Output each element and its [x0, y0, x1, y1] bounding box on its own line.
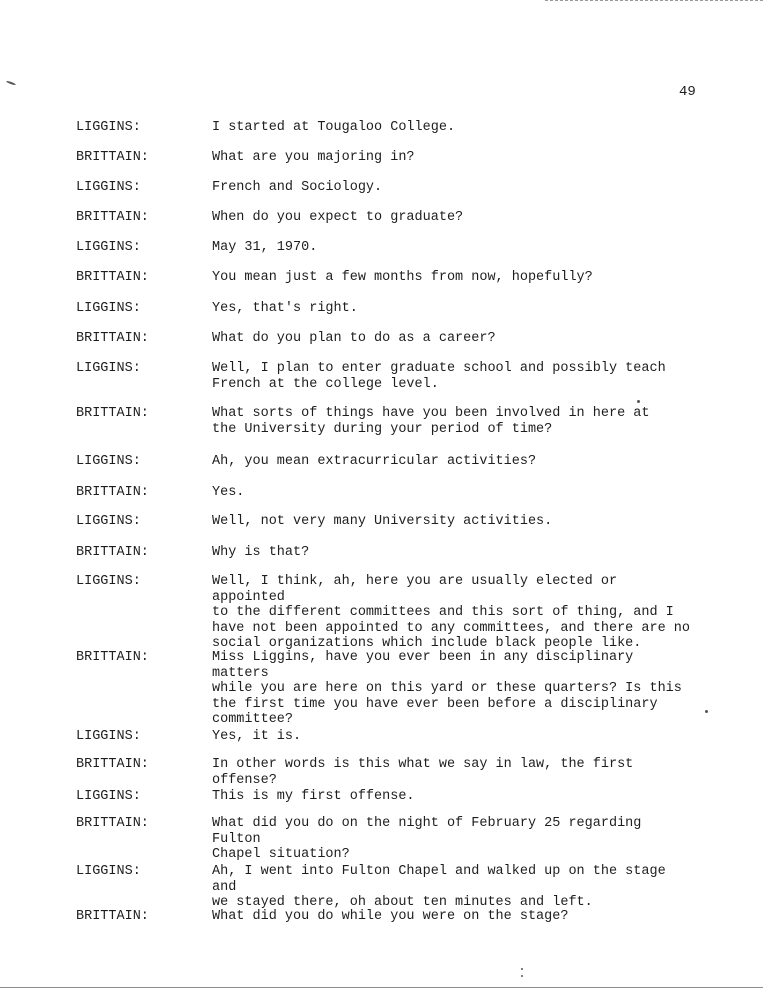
speaker-label: LIGGINS:	[76, 301, 141, 316]
speech-text: When do you expect to graduate?	[212, 210, 464, 225]
speech-text: What do you plan to do as a career?	[212, 331, 496, 346]
speech-text: Well, I plan to enter graduate school and possibly teach French at the college level.	[212, 361, 666, 392]
speaker-label: LIGGINS:	[76, 180, 141, 195]
speech-text: What did you do on the night of February 25 regarding Fulton Chapel situation?	[212, 816, 642, 862]
scan-speck	[6, 80, 16, 85]
speech-text: This is my first offense.	[212, 789, 415, 804]
speech-text: French and Sociology.	[212, 180, 383, 195]
speech-text: Miss Liggins, have you ever been in any disciplinary matters while you are here on this yard or these quarters? Is this the first time you have ever been before a disciplinary committee?	[212, 650, 682, 727]
speaker-label: BRITTAIN:	[76, 150, 149, 165]
scan-speck	[521, 968, 523, 970]
speaker-label: BRITTAIN:	[76, 909, 149, 924]
scan-speck	[705, 710, 708, 713]
page-number: 49	[679, 84, 696, 100]
speech-text: You mean just a few months from now, hopefully?	[212, 270, 593, 285]
speech-text: What sorts of things have you been involved in here at the University during your period of time?	[212, 406, 650, 437]
speaker-label: LIGGINS:	[76, 729, 141, 744]
speech-text: What are you majoring in?	[212, 150, 415, 165]
speaker-label: LIGGINS:	[76, 361, 141, 376]
speaker-label: LIGGINS:	[76, 514, 141, 529]
speaker-label: LIGGINS:	[76, 454, 141, 469]
speech-text: Well, not very many University activities.	[212, 514, 553, 529]
bottom-edge-scan-mark	[0, 987, 763, 988]
speaker-label: LIGGINS:	[76, 864, 141, 879]
speech-text: Yes.	[212, 485, 245, 500]
speaker-label: BRITTAIN:	[76, 331, 149, 346]
speech-text: Yes, it is.	[212, 729, 302, 744]
speech-text: What did you do while you were on the stage?	[212, 909, 569, 924]
speaker-label: BRITTAIN:	[76, 485, 149, 500]
speech-text: Why is that?	[212, 545, 310, 560]
scan-speck	[521, 975, 523, 977]
speech-text: Ah, I went into Fulton Chapel and walked up on the stage and we stayed there, oh about ten minutes and left.	[212, 864, 666, 910]
speaker-label: LIGGINS:	[76, 574, 141, 589]
speaker-label: BRITTAIN:	[76, 816, 149, 831]
speech-text: May 31, 1970.	[212, 240, 318, 255]
speaker-label: LIGGINS:	[76, 789, 141, 804]
speaker-label: BRITTAIN:	[76, 210, 149, 225]
speaker-label: LIGGINS:	[76, 240, 141, 255]
speech-text: Yes, that's right.	[212, 301, 358, 316]
speaker-label: LIGGINS:	[76, 120, 141, 135]
speech-text: In other words is this what we say in law, the first offense?	[212, 757, 634, 788]
speech-text: Well, I think, ah, here you are usually elected or appointed to the different committees and this sort of thing, and I have not been appointed to any committees, and there are no social organizations which include black people like.	[212, 574, 690, 651]
speaker-label: BRITTAIN:	[76, 406, 149, 421]
speech-text: I started at Tougaloo College.	[212, 120, 456, 135]
top-edge-scan-mark	[545, 0, 763, 1]
scan-speck	[637, 400, 640, 403]
speaker-label: BRITTAIN:	[76, 270, 149, 285]
speaker-label: BRITTAIN:	[76, 545, 149, 560]
speaker-label: BRITTAIN:	[76, 650, 149, 665]
speech-text: Ah, you mean extracurricular activities?	[212, 454, 537, 469]
speaker-label: BRITTAIN:	[76, 757, 149, 772]
